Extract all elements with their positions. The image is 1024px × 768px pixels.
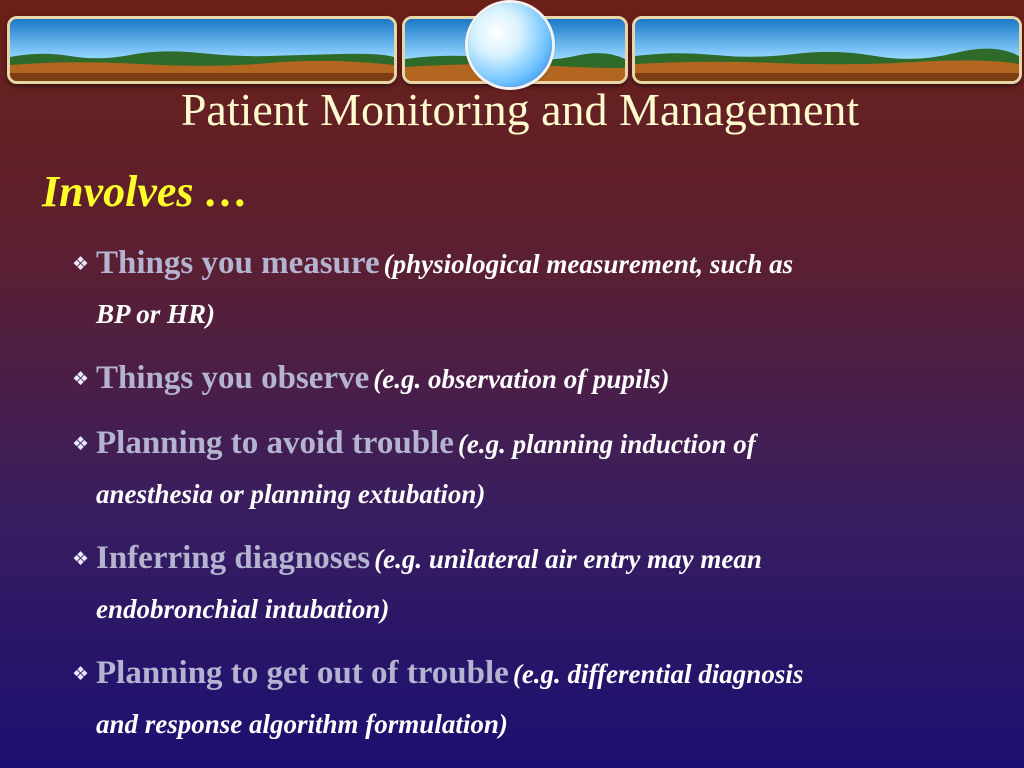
bullet-main-text: Things you observe: [96, 360, 370, 396]
bullet-detail-continuation: and response algorithm formulation): [96, 709, 508, 739]
bullet-detail-text: (physiological measurement, such as: [383, 249, 794, 279]
bullet-item: [72, 648, 992, 749]
slide-title: Patient Monitoring and Management: [180, 84, 860, 135]
landscape-banner-right: [632, 16, 1022, 84]
bullet-item: [72, 533, 992, 634]
bullet-list: [72, 238, 992, 749]
bullet-main-text: Planning to get out of trouble: [96, 655, 509, 691]
slide-subtitle: Involves …: [42, 167, 249, 216]
bullet-main-text: Inferring diagnoses: [96, 540, 371, 576]
diamond-bullet-icon: ❖: [72, 368, 90, 390]
diamond-bullet-icon: ❖: [72, 663, 90, 685]
bullet-detail-text: (e.g. differential diagnosis: [512, 659, 804, 689]
bullet-main-text: Things you measure: [96, 245, 380, 281]
globe-icon: [468, 3, 552, 87]
bullet-item: [72, 238, 992, 339]
bullet-detail-continuation: endobronchial intubation): [96, 594, 390, 624]
bullet-item: [72, 353, 992, 404]
bullet-detail-text: (e.g. unilateral air entry may mean: [374, 544, 762, 574]
bullet-item: [72, 418, 992, 519]
diamond-bullet-icon: ❖: [72, 253, 90, 275]
bullet-detail-text: (e.g. observation of pupils): [373, 364, 670, 394]
landscape-banner-left: [7, 16, 397, 84]
bullet-detail-continuation: anesthesia or planning extubation): [96, 479, 486, 509]
bullet-detail-continuation: BP or HR): [96, 299, 216, 329]
bullet-main-text: Planning to avoid trouble: [96, 425, 454, 461]
bullet-detail-text: (e.g. planning induction of: [457, 429, 756, 459]
diamond-bullet-icon: ❖: [72, 433, 90, 455]
diamond-bullet-icon: ❖: [72, 548, 90, 570]
